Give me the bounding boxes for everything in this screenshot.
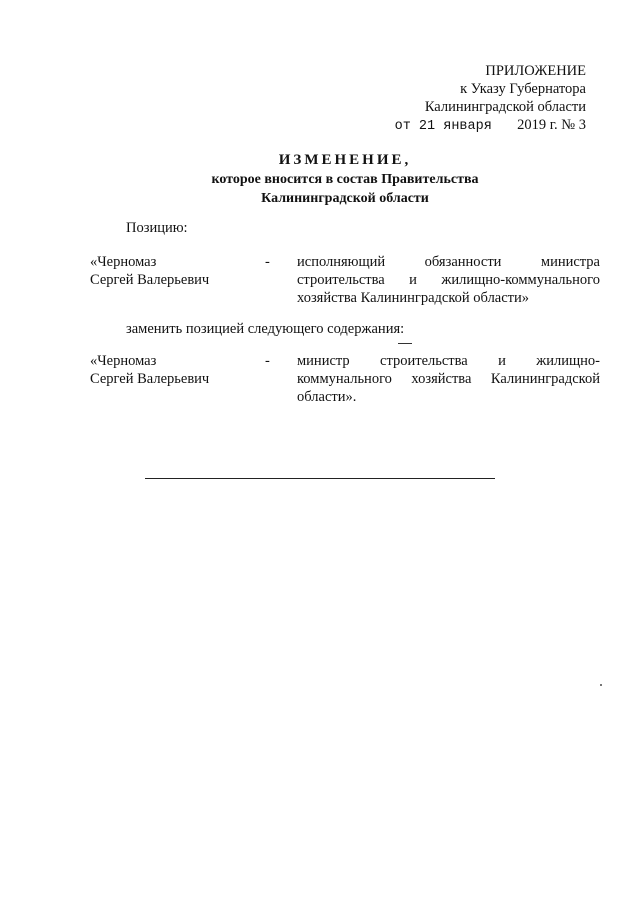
title-subtitle: которое вносится в состав Правительства <box>211 172 479 187</box>
entry-old-dash: - <box>265 254 270 270</box>
scan-speck <box>600 684 602 686</box>
appendix-title: ПРИЛОЖЕНИЕ <box>485 63 586 79</box>
entry-new-surname: «Черномаз <box>90 353 157 369</box>
closing-rule <box>145 478 495 479</box>
entry-new <box>90 352 600 408</box>
appendix-header <box>286 62 586 136</box>
entry-old <box>90 253 600 309</box>
entry-old-given-name: Сергей Валерьевич <box>90 272 210 288</box>
entry-new-description: министр строительства и жилищно-коммунального хозяйства Калининградской области». <box>297 353 600 405</box>
entry-new-name <box>90 352 260 388</box>
replace-instruction: заменить позицией следующего содержания: <box>126 321 405 337</box>
appendix-number: 2019 г. № 3 <box>517 117 586 133</box>
entry-new-dash: - <box>265 353 270 369</box>
document-title <box>160 150 530 208</box>
entry-old-description: исполняющий обязанности министра строительства и жилищно-коммунального хозяйства Калининградской области» <box>297 254 600 306</box>
appendix-date: от 21 января <box>394 119 492 134</box>
appendix-decree-ref: к Указу Губернатора <box>460 81 586 97</box>
title-heading: ИЗМЕНЕНИЕ, <box>278 152 412 168</box>
appendix-region: Калининградской области <box>424 99 586 115</box>
appendix-date-line <box>286 116 586 136</box>
intro-text: Позицию: <box>126 220 188 236</box>
ink-mark <box>398 343 412 344</box>
title-region: Калининградской области <box>261 191 429 206</box>
entry-old-name <box>90 253 260 289</box>
entry-new-given-name: Сергей Валерьевич <box>90 371 210 387</box>
entry-old-surname: «Черномаз <box>90 254 157 270</box>
